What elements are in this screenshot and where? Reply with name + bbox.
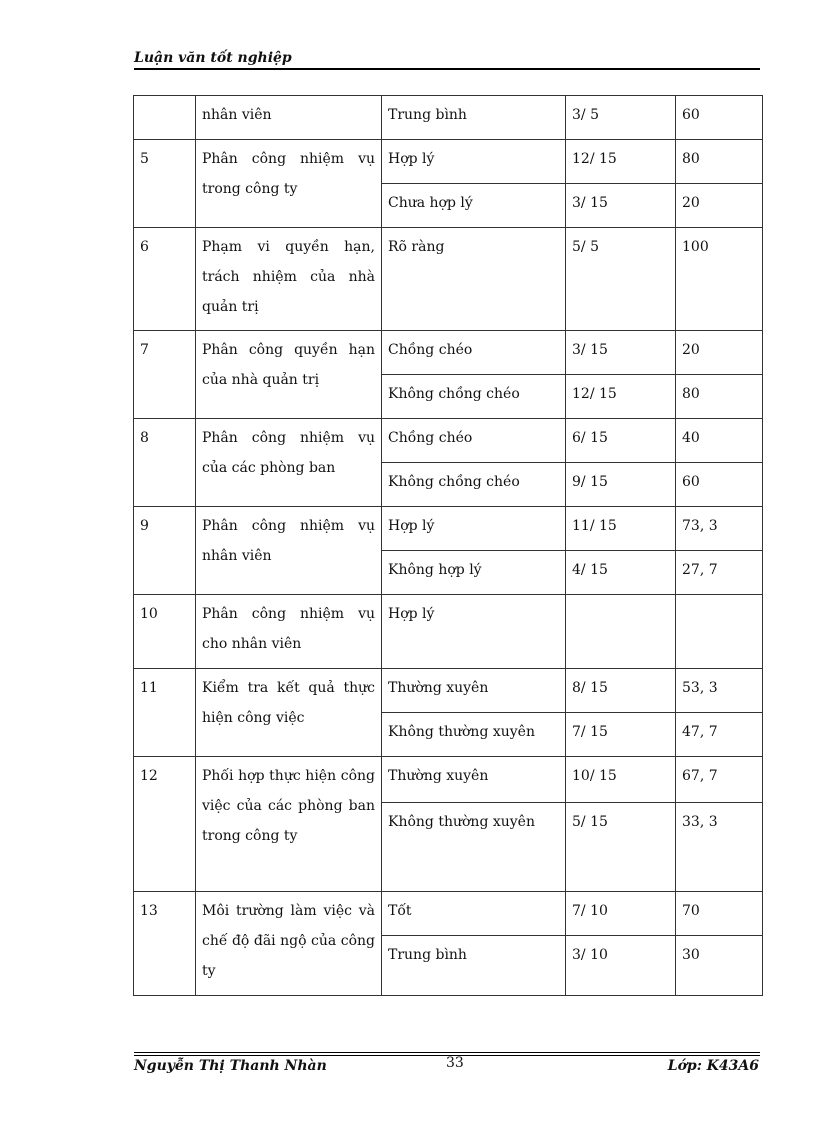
row-number: 9 [134,507,196,595]
row-number: 6 [134,228,196,331]
percent-cell: 33, 3 [676,803,763,892]
answer-label-cell: Rõ ràng [382,228,566,331]
criterion-cell: Phân công quyền hạn của nhà quản trị [196,331,382,419]
table-row [134,96,763,140]
answer-label-cell: Chồng chéo [382,419,566,463]
table-row [134,140,763,184]
row-number: 5 [134,140,196,228]
table-row [134,892,763,936]
ratio-cell: 12/ 15 [566,140,676,184]
table-row [134,228,763,331]
ratio-cell: 7/ 10 [566,892,676,936]
ratio-cell: 3/ 10 [566,936,676,996]
ratio-cell [566,595,676,669]
criterion-cell: Phân công nhiệm vụ cho nhân viên [196,595,382,669]
ratio-cell: 3/ 5 [566,96,676,140]
ratio-cell: 6/ 15 [566,419,676,463]
answer-label-cell: Thường xuyên [382,669,566,713]
answer-label-cell: Chồng chéo [382,331,566,375]
percent-cell [676,595,763,669]
ratio-cell: 10/ 15 [566,757,676,803]
criterion-cell: Phạm vi quyền hạn, trách nhiệm của nhà quản trị [196,228,382,331]
table-row [134,331,763,375]
table-row [134,419,763,463]
footer-rule-top [134,1052,760,1053]
percent-cell: 100 [676,228,763,331]
ratio-cell: 5/ 5 [566,228,676,331]
percent-cell: 67, 7 [676,757,763,803]
percent-cell: 20 [676,184,763,228]
ratio-cell: 9/ 15 [566,463,676,507]
criterion-cell: Kiểm tra kết quả thực hiện công việc [196,669,382,757]
criterion-cell: Môi trường làm việc và chế độ đãi ngộ của công ty [196,892,382,996]
percent-cell: 80 [676,375,763,419]
table-row [134,669,763,713]
answer-label-cell: Không chồng chéo [382,463,566,507]
percent-cell: 27, 7 [676,551,763,595]
criterion-cell: Phân công nhiệm vụ của các phòng ban [196,419,382,507]
answer-label-cell: Không hợp lý [382,551,566,595]
answer-label-cell: Thường xuyên [382,757,566,803]
header-rule [134,68,760,70]
answer-label-cell: Trung bình [382,96,566,140]
answer-label-cell: Chưa hợp lý [382,184,566,228]
ratio-cell: 8/ 15 [566,669,676,713]
answer-label-cell: Không chồng chéo [382,375,566,419]
percent-cell: 80 [676,140,763,184]
percent-cell: 73, 3 [676,507,763,551]
page-number: 33 [446,1055,464,1071]
percent-cell: 30 [676,936,763,996]
criterion-cell: Phối hợp thực hiện công việc của các phòng ban trong công ty [196,757,382,892]
answer-label-cell: Hợp lý [382,140,566,184]
ratio-cell: 5/ 15 [566,803,676,892]
survey-table-body [134,96,763,996]
table-row [134,507,763,551]
percent-cell: 47, 7 [676,713,763,757]
percent-cell: 60 [676,463,763,507]
table-row [134,595,763,669]
ratio-cell: 11/ 15 [566,507,676,551]
percent-cell: 40 [676,419,763,463]
row-number: 7 [134,331,196,419]
answer-label-cell: Hợp lý [382,507,566,551]
row-number: 13 [134,892,196,996]
ratio-cell: 4/ 15 [566,551,676,595]
footer-class: Lớp: K43A6 [667,1058,759,1074]
row-number [134,96,196,140]
percent-cell: 60 [676,96,763,140]
ratio-cell: 3/ 15 [566,331,676,375]
ratio-cell: 12/ 15 [566,375,676,419]
percent-cell: 53, 3 [676,669,763,713]
percent-cell: 20 [676,331,763,375]
criterion-cell: Phân công nhiệm vụ trong công ty [196,140,382,228]
ratio-cell: 7/ 15 [566,713,676,757]
table-row [134,757,763,803]
answer-label-cell: Trung bình [382,936,566,996]
row-number: 12 [134,757,196,892]
answer-label-cell: Không thường xuyên [382,803,566,892]
answer-label-cell: Tốt [382,892,566,936]
header-title: Luận văn tốt nghiệp [134,50,292,66]
percent-cell: 70 [676,892,763,936]
answer-label-cell: Không thường xuyên [382,713,566,757]
row-number: 10 [134,595,196,669]
row-number: 11 [134,669,196,757]
criterion-cell: Phân công nhiệm vụ nhân viên [196,507,382,595]
ratio-cell: 3/ 15 [566,184,676,228]
footer-author: Nguyễn Thị Thanh Nhàn [134,1058,327,1074]
row-number: 8 [134,419,196,507]
criterion-cell: nhân viên [196,96,382,140]
survey-table [133,95,763,996]
answer-label-cell: Hợp lý [382,595,566,669]
